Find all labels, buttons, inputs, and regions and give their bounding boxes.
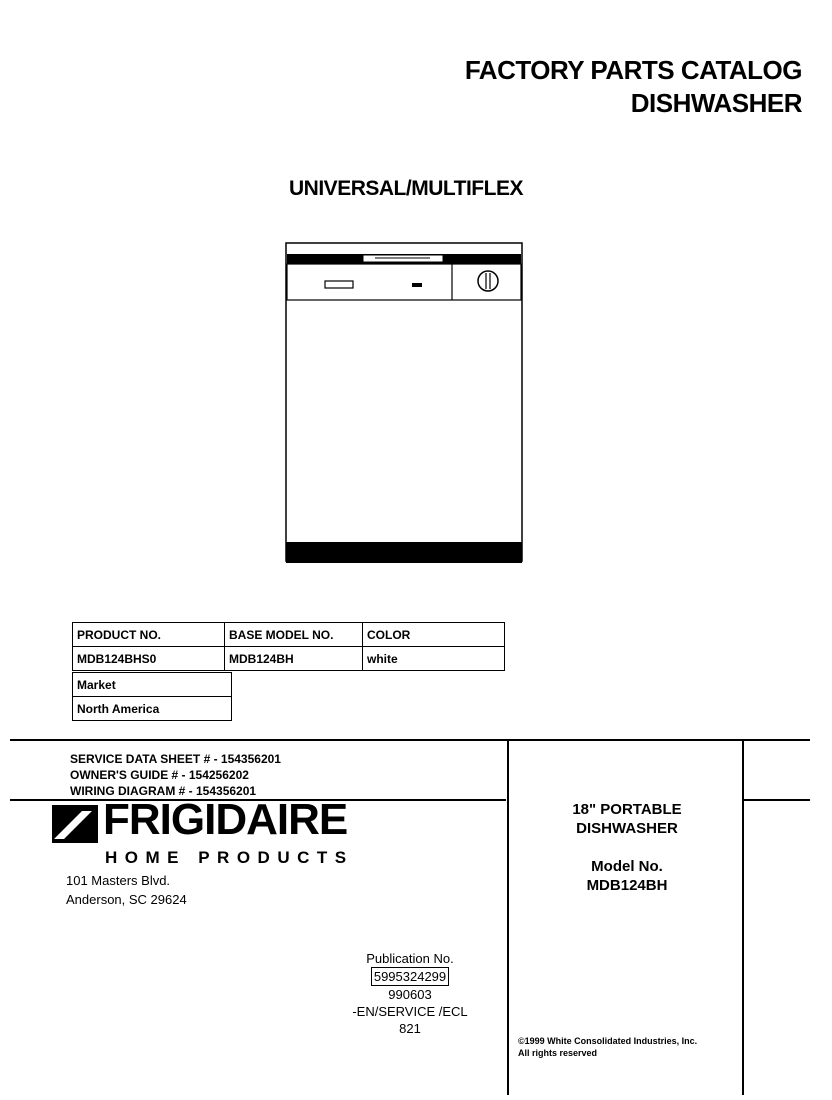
- table-header: PRODUCT NO.: [73, 623, 225, 647]
- address-line-1: 101 Masters Blvd.: [66, 873, 171, 888]
- divider-right: [744, 799, 810, 801]
- copyright-notice: [518, 1035, 740, 1059]
- model-description-line-1: 18" PORTABLE: [572, 801, 682, 818]
- model-info-panel: [512, 800, 742, 895]
- product-number: MDB124BHS0: [73, 647, 225, 671]
- button-slot: [325, 281, 353, 288]
- publication-extra-code: 821: [399, 1021, 421, 1036]
- owners-guide: OWNER'S GUIDE # - 154256202: [70, 768, 249, 782]
- publication-number: 5995324299: [371, 967, 449, 986]
- divider-vertical-left: [507, 740, 509, 1095]
- service-data-sheet: SERVICE DATA SHEET # - 154356201: [70, 752, 281, 766]
- color-value: white: [363, 647, 505, 671]
- model-description-line-2: DISHWASHER: [576, 820, 678, 837]
- model-number: MDB124BH: [586, 877, 668, 894]
- model-label: Model No.: [591, 858, 663, 875]
- copyright-line-1: ©1999 White Consolidated Industries, Inc.: [518, 1036, 698, 1046]
- indicator-light: [412, 283, 422, 287]
- appliance-type-title: DISHWASHER: [630, 88, 802, 118]
- publication-service-code: -EN/SERVICE /ECL: [352, 1004, 468, 1019]
- address-line-2: Anderson, SC 29624: [66, 892, 187, 907]
- toe-kick: [286, 542, 522, 563]
- base-model-number: MDB124BH: [225, 647, 363, 671]
- frigidaire-logo-icon: [52, 805, 98, 843]
- market-label: Market: [73, 673, 232, 697]
- market-table: [72, 672, 232, 721]
- catalog-subtitle: UNIVERSAL/MULTIFLEX: [289, 177, 523, 200]
- dishwasher-illustration: [285, 242, 523, 564]
- brand-name: FRIGIDAIRE: [103, 795, 348, 844]
- table-header-row: [73, 623, 505, 647]
- divider-top: [10, 739, 810, 741]
- publication-label: Publication No.: [366, 951, 454, 966]
- copyright-line-2: All rights reserved: [518, 1048, 598, 1058]
- timer-dial-icon: [478, 271, 498, 291]
- publication-date-code: 990603: [388, 987, 432, 1002]
- table-header: COLOR: [363, 623, 505, 647]
- wiring-diagram: WIRING DIAGRAM # - 154356201: [70, 784, 257, 798]
- brand-tagline: HOME PRODUCTS: [105, 848, 354, 867]
- table-row: [73, 647, 505, 671]
- product-table: [72, 622, 505, 671]
- divider-vertical-right: [742, 740, 744, 1095]
- publication-info: [340, 950, 480, 1037]
- catalog-title: FACTORY PARTS CATALOG: [464, 55, 802, 85]
- market-value: North America: [73, 697, 232, 721]
- table-header: BASE MODEL NO.: [225, 623, 363, 647]
